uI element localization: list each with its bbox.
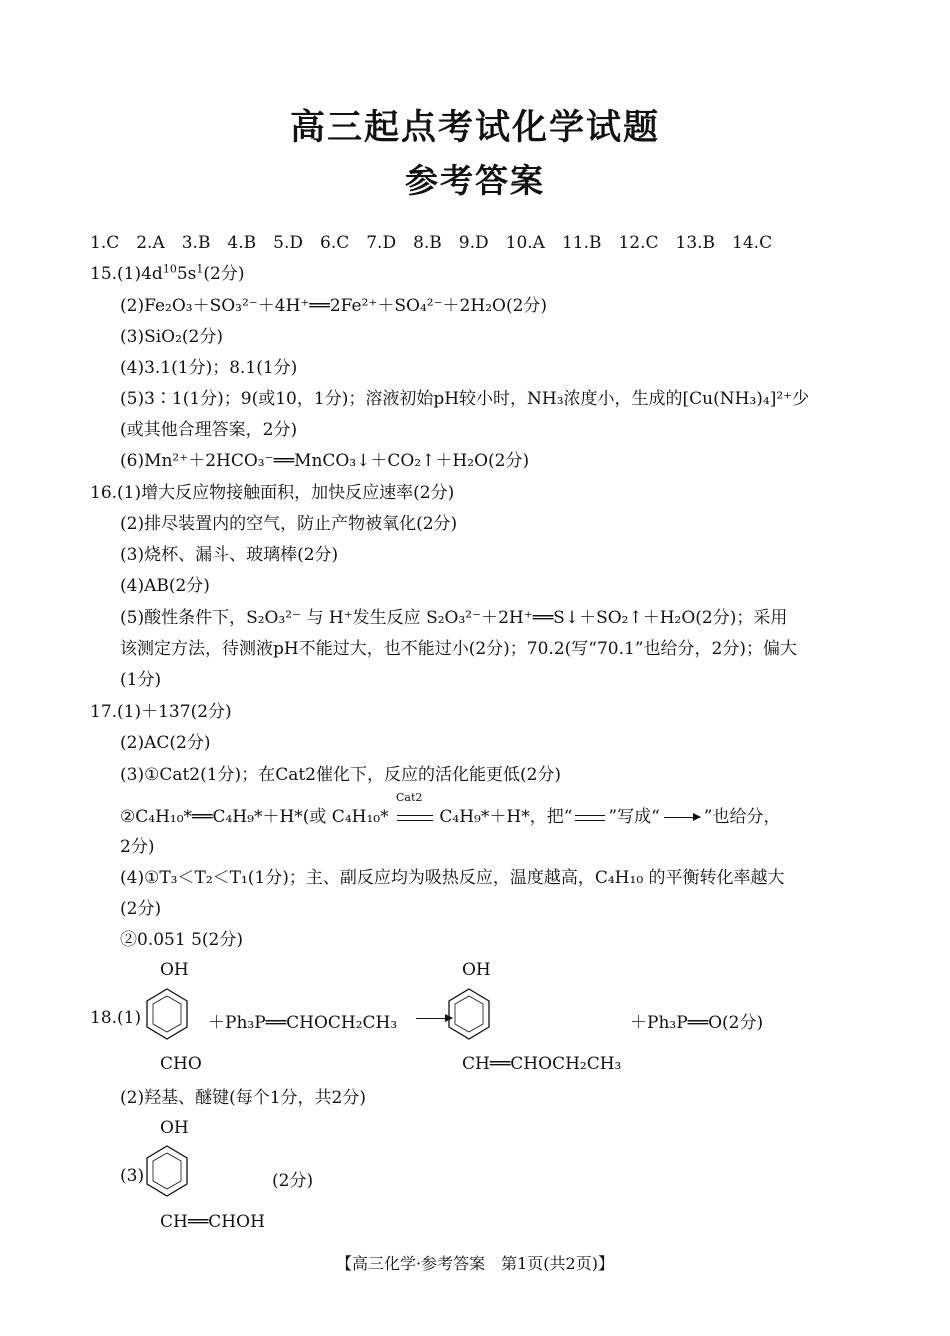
oh-label: OH: [160, 960, 189, 980]
q17-part4: (4)①T₃＜T₂＜T₁(1分)；主、副反应均为吸热反应，温度越高，C₄H₁₀ 的平衡转化率越大: [120, 868, 785, 888]
q17-part2: (2)AC(2分): [120, 733, 211, 753]
equal-sign: [397, 815, 433, 821]
page-title: 高三起点考试化学试题: [289, 108, 660, 148]
q16-part5-end: (1分): [120, 670, 162, 690]
q15-part4: (4)3.1(1分)；8.1(1分): [120, 358, 298, 378]
q15-part2: (2)Fe₂O₃＋SO₃²⁻＋4H⁺══2Fe²⁺＋SO₄²⁻＋2H₂O(2分): [120, 296, 548, 316]
q17-part4-sub2: ②0.051 5(2分): [120, 930, 243, 950]
wittig-reagent: ＋Ph₃P══CHOCH₂CH₃: [208, 1013, 398, 1033]
byproduct: ＋Ph₃P══O(2分): [630, 1013, 764, 1033]
oh-label: OH: [160, 1118, 189, 1138]
benzene-ring-icon: [145, 985, 190, 1045]
q15-part6: (6)Mn²⁺＋2HCO₃⁻══MnCO₃↓＋CO₂↑＋H₂O(2分): [120, 451, 530, 471]
q16-part2: (2)排尽装置内的空气，防止产物被氧化(2分): [120, 514, 458, 534]
q15-part5-cont: (或其他合理答案，2分): [120, 420, 298, 440]
q18-part3-label: (3): [120, 1166, 145, 1186]
catalyst-label: Cat2: [396, 790, 423, 804]
q15-part5: (5)3∶1(1分)；9(或10，1分)；溶液初始pH较小时，NH₃浓度小，生成的[Cu(NH₃)₄]²⁺少: [120, 389, 810, 409]
q17-part1: 17.(1)＋137(2分): [90, 702, 232, 722]
q16-part5-cont: 该测定方法，待测液pH不能过大，也不能过小(2分)；70.2(写“70.1”也给分，2分)；偏大: [120, 639, 797, 659]
q17-part3-sub2: ②C₄H₁₀*══C₄H₉*＋H*(或 C₄H₁₀* Cat2 C₄H₉*＋H*，把“ ”写成“ ”也给分，: [120, 806, 780, 829]
equal-sign: [575, 815, 605, 821]
q17-part4-cont: (2分): [120, 899, 162, 919]
q16-part5: (5)酸性条件下，S₂O₃²⁻ 与 H⁺发生反应 S₂O₃²⁻＋2H⁺══S↓＋SO₂↑＋H₂O(2分)；采用: [120, 608, 788, 628]
q15-part3: (3)SiO₂(2分): [120, 327, 223, 347]
mc-answers: 1.C 2.A 3.B 4.B 5.D 6.C 7.D 8.B 9.D 10.A 11.B 12.C 13.B 14.C: [90, 233, 773, 253]
q18-part3-score: (2分): [272, 1171, 314, 1191]
product-substituent: CH══CHOCH₂CH₃: [462, 1054, 622, 1074]
q18-part2: (2)羟基、醚键(每个1分，共2分): [120, 1088, 366, 1108]
q18-part3-substituent: CH══CHOH: [160, 1212, 265, 1232]
benzene-ring-icon: [145, 1142, 190, 1202]
q15-part1: $15.(1)4d^{10}5s^1(2$分): [90, 262, 245, 284]
q18-part1-label: 18.(1): [90, 1008, 142, 1028]
oh-label: OH: [462, 960, 491, 980]
q17-part3-end: 2分): [120, 837, 155, 857]
cho-label: CHO: [160, 1054, 202, 1074]
page-footer: 【高三化学·参考答案 第1页(共2页)】: [336, 1254, 614, 1273]
q16-part4: (4)AB(2分): [120, 576, 210, 596]
benzene-ring-icon: [447, 985, 492, 1045]
q16-part1: 16.(1)增大反应物接触面积，加快反应速率(2分): [90, 483, 455, 503]
arrow-icon: [664, 817, 700, 818]
q17-part3: (3)①Cat2(1分)；在Cat2催化下，反应的活化能更低(2分): [120, 765, 562, 785]
q16-part3: (3)烧杯、漏斗、玻璃棒(2分): [120, 545, 339, 565]
page-subtitle: 参考答案: [405, 161, 545, 200]
